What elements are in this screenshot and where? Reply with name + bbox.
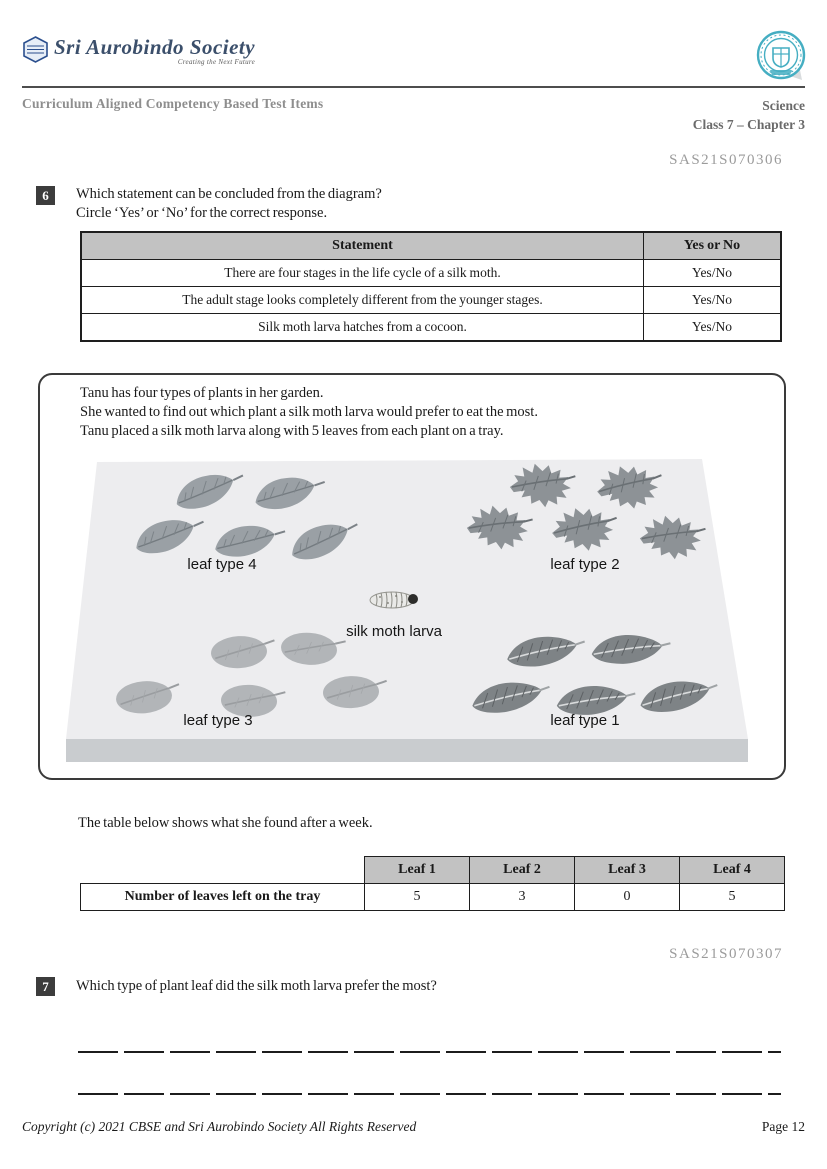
- table-row: [81, 314, 781, 342]
- item-code-q6: SAS21S070306: [669, 152, 783, 168]
- society-logo-tagline: Creating the Next Future: [177, 58, 256, 66]
- leaf-1-value: 5: [365, 884, 470, 911]
- school-emblem-icon: [756, 30, 806, 82]
- statement-cell: The adult stage looks completely different from the younger stages.: [81, 287, 644, 314]
- statements-table: [80, 231, 782, 342]
- passage-line: She wanted to find out which plant a silk moth larva would prefer to eat the most.: [80, 404, 538, 420]
- tray-front-edge: [66, 739, 748, 762]
- results-table: [80, 856, 785, 911]
- tray-diagram: [62, 454, 754, 766]
- passage-line: Tanu placed a silk moth larva along with 5 leaves from each plant on a tray.: [80, 423, 504, 439]
- leaf-4-header: Leaf 4: [680, 857, 785, 884]
- results-row-label: Number of leaves left on the tray: [81, 884, 365, 911]
- society-logo: [22, 36, 255, 66]
- question-7-prompt: Which type of plant leaf did the silk moth larva prefer the most?: [76, 978, 437, 994]
- statement-column-header: Statement: [81, 232, 644, 260]
- answer-line: [78, 1051, 781, 1053]
- subject-label: Science: [762, 98, 805, 113]
- subject-and-chapter: [693, 96, 805, 134]
- leaf-type-4-label: leaf type 4: [187, 556, 257, 573]
- leaf-type-2-label: leaf type 2: [550, 556, 620, 573]
- page-number: Page 12: [761, 1119, 805, 1134]
- results-header-row: [81, 857, 785, 884]
- header-divider: [22, 86, 805, 88]
- society-logo-text: Sri Aurobindo Society: [54, 35, 256, 59]
- question-6-prompt: [76, 185, 382, 222]
- passage-line: Tanu has four types of plants in her garden.: [80, 385, 324, 401]
- yes-or-no-column-header: Yes or No: [644, 232, 782, 260]
- yes-no-cell: Yes/No: [644, 314, 782, 342]
- passage-text: [80, 384, 538, 441]
- silk-moth-larva-label: silk moth larva: [346, 623, 442, 640]
- table-row: [81, 287, 781, 314]
- yes-no-cell: Yes/No: [644, 260, 782, 287]
- table-row: [81, 260, 781, 287]
- results-intro-text: The table below shows what she found after a week.: [78, 815, 373, 831]
- question-6-line2: Circle ‘Yes’ or ‘No’ for the correct response.: [76, 204, 328, 221]
- society-logo-icon: [22, 36, 49, 63]
- results-data-row: [81, 884, 785, 911]
- leaf-3-header: Leaf 3: [575, 857, 680, 884]
- table-header-row: [81, 232, 781, 260]
- class-chapter-label: Class 7 – Chapter 3: [692, 117, 805, 132]
- results-ghost-cell: [81, 857, 365, 884]
- yes-no-cell: Yes/No: [644, 287, 782, 314]
- question-6-line1: Which statement can be concluded from the diagram?: [76, 186, 382, 202]
- stimulus-box: [38, 373, 786, 780]
- leaf-4-value: 5: [680, 884, 785, 911]
- statement-cell: There are four stages in the life cycle of a silk moth.: [81, 260, 644, 287]
- leaf-type-1-label: leaf type 1: [550, 712, 620, 729]
- copyright-text: Copyright (c) 2021 CBSE and Sri Aurobindo Society All Rights Reserved: [22, 1119, 417, 1134]
- item-code-q7: SAS21S070307: [669, 946, 783, 962]
- leaf-2-value: 3: [470, 884, 575, 911]
- question-7-number: 7: [36, 977, 55, 996]
- statement-cell: Silk moth larva hatches from a cocoon.: [81, 314, 644, 342]
- leaf-type-3-label: leaf type 3: [183, 712, 253, 729]
- leaf-2-header: Leaf 2: [470, 857, 575, 884]
- leaf-3-value: 0: [575, 884, 680, 911]
- leaf-1-header: Leaf 1: [365, 857, 470, 884]
- answer-line: [78, 1093, 781, 1095]
- document-series-title: Curriculum Aligned Competency Based Test Items: [22, 96, 324, 111]
- question-6-number: 6: [36, 186, 55, 205]
